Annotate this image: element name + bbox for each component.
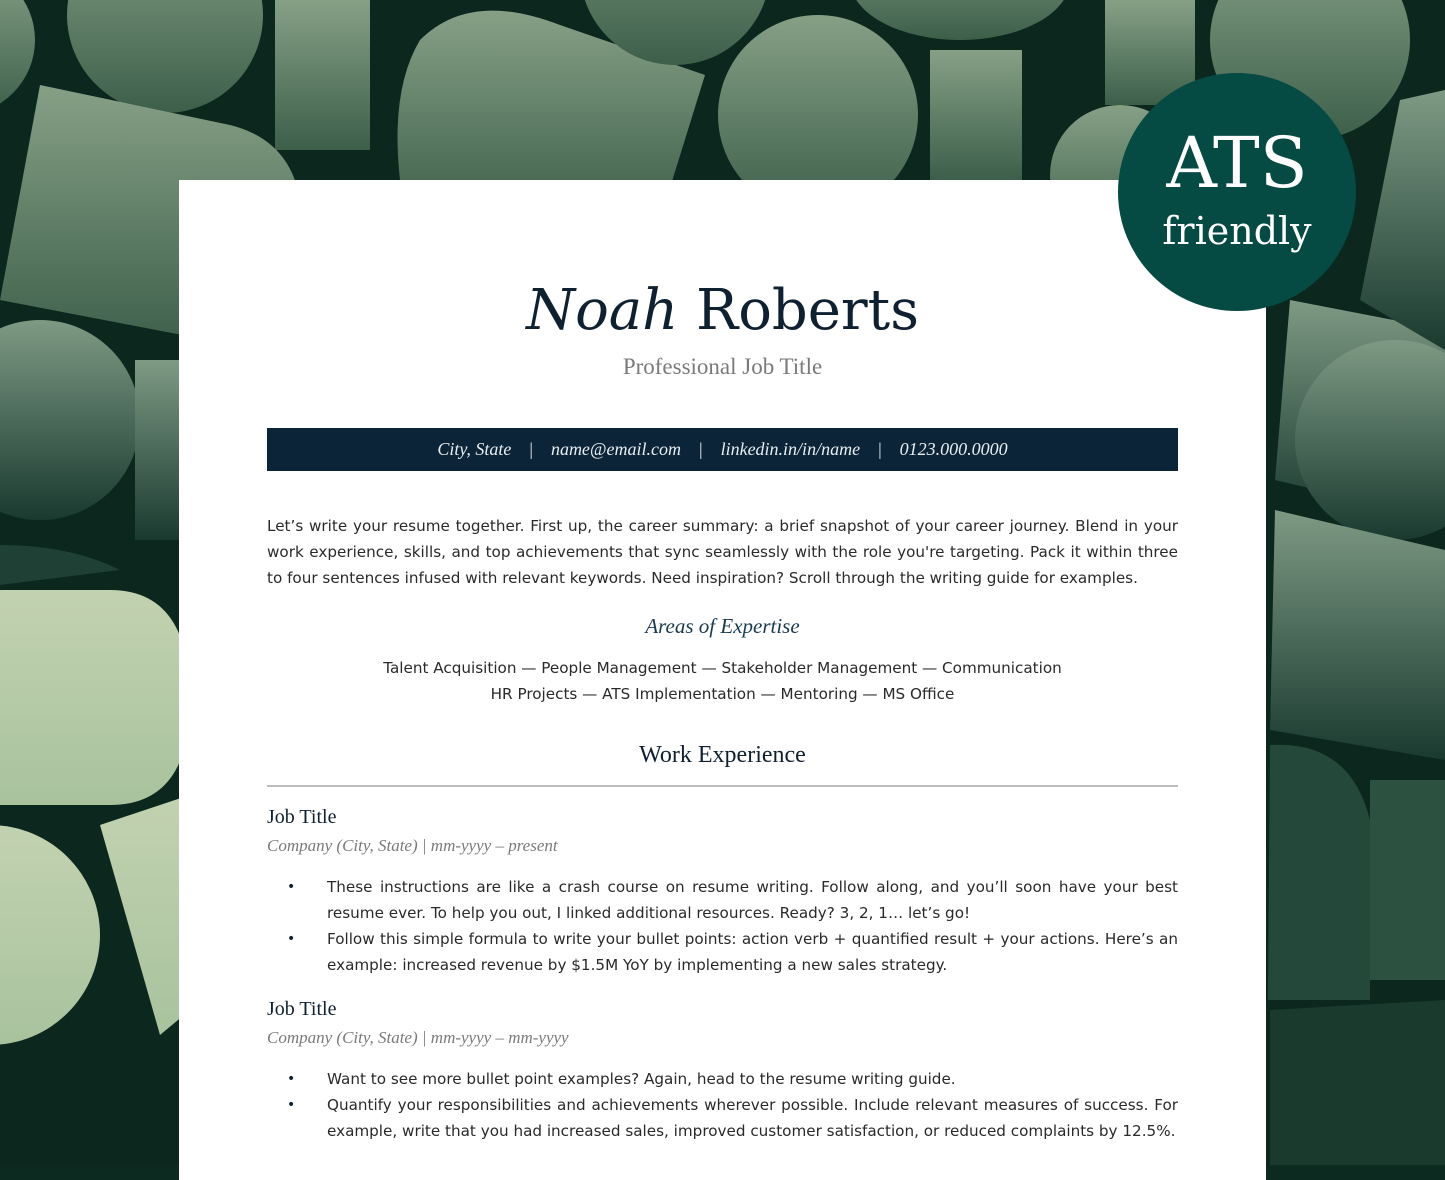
- job-company-dates: Company (City, State) | mm-yyyy – present: [267, 836, 558, 855]
- badge-line1: ATS: [1166, 122, 1308, 204]
- candidate-name: [179, 276, 1266, 346]
- bg-shape: [930, 50, 1022, 180]
- resume-page: [179, 180, 1266, 1180]
- job-bullets: [267, 874, 1178, 978]
- contact-phone: 0123.000.0000: [899, 439, 1008, 459]
- bullet-text: Quantify your responsibilities and achievements wherever possible. Include relevant measures of success. For example, write that you had increased sales, improved customer satisfaction, or reduced complaints by 12.5%.: [327, 1096, 1178, 1140]
- job-title: Job Title: [267, 806, 337, 828]
- badge-line2: friendly: [1162, 209, 1312, 253]
- bullet-icon: •: [287, 879, 296, 895]
- bullet-icon: •: [287, 931, 296, 947]
- contact-location: City, State: [437, 439, 512, 459]
- bullet-icon: •: [287, 1071, 296, 1087]
- expertise-line: HR Projects — ATS Implementation — Mentoring — MS Office: [490, 685, 955, 703]
- contact-bar: [267, 428, 1178, 471]
- job-title: Job Title: [267, 998, 337, 1020]
- job-company-dates: Company (City, State) | mm-yyyy – mm-yyyy: [267, 1028, 569, 1047]
- bullet-item: [267, 1092, 1178, 1144]
- job-entry: [267, 806, 1178, 978]
- contact-email[interactable]: name@email.com: [550, 439, 681, 459]
- contact-linkedin[interactable]: linkedin.in/in/name: [720, 439, 861, 459]
- bg-shape: [0, 590, 190, 805]
- bg-shape: [1370, 780, 1445, 980]
- section-divider: [267, 785, 1178, 787]
- bullet-text: These instructions are like a crash course on resume writing. Follow along, and you’ll soon have your best resume ever. To help you out, I linked additional resources. Ready? 3, 2, 1… let’s go!: [327, 878, 1178, 922]
- job-entry: [267, 998, 1178, 1144]
- bg-shape: [1268, 745, 1370, 1000]
- bullet-item: [267, 926, 1178, 978]
- work-experience-heading: Work Experience: [639, 742, 806, 768]
- contact-separator: |: [529, 439, 533, 459]
- bg-shape: [1270, 510, 1445, 760]
- expertise-list: [179, 655, 1266, 707]
- bullet-text: Follow this simple formula to write your bullet points: action verb + quantified result + your actions. Here’s an example: increased revenue by $1.5M YoY by implementing a new sales strategy.: [327, 930, 1178, 974]
- bullet-icon: •: [287, 1097, 296, 1113]
- professional-title: Professional Job Title: [622, 354, 823, 379]
- bg-shape: [135, 360, 185, 540]
- expertise-line: Talent Acquisition — People Management — Stakeholder Management — Communication: [383, 659, 1062, 677]
- expertise-heading: Areas of Expertise: [645, 614, 800, 638]
- contact-separator: |: [698, 439, 703, 459]
- last-name: Roberts: [696, 278, 919, 343]
- bullet-item: [267, 874, 1178, 926]
- bullet-item: [267, 1066, 1178, 1092]
- contact-separator: |: [878, 439, 882, 459]
- career-summary: Let’s write your resume together. First up, the career summary: a brief snapshot of your career journey. Blend in your work experience, skills, and top achievements that sync seamlessly with the role you're targeting. Pack it within three to four sentences infused with relevant keywords. Need inspiration? Scroll through the writing guide for examples.: [267, 517, 1178, 587]
- ats-friendly-badge: [1118, 73, 1356, 311]
- job-bullets: [267, 1066, 1178, 1144]
- bg-shape: [275, 0, 370, 150]
- bullet-text: Want to see more bullet point examples? Again, head to the resume writing guide.: [327, 1070, 956, 1088]
- first-name: Noah: [526, 278, 679, 343]
- bg-shape: [1270, 1000, 1445, 1165]
